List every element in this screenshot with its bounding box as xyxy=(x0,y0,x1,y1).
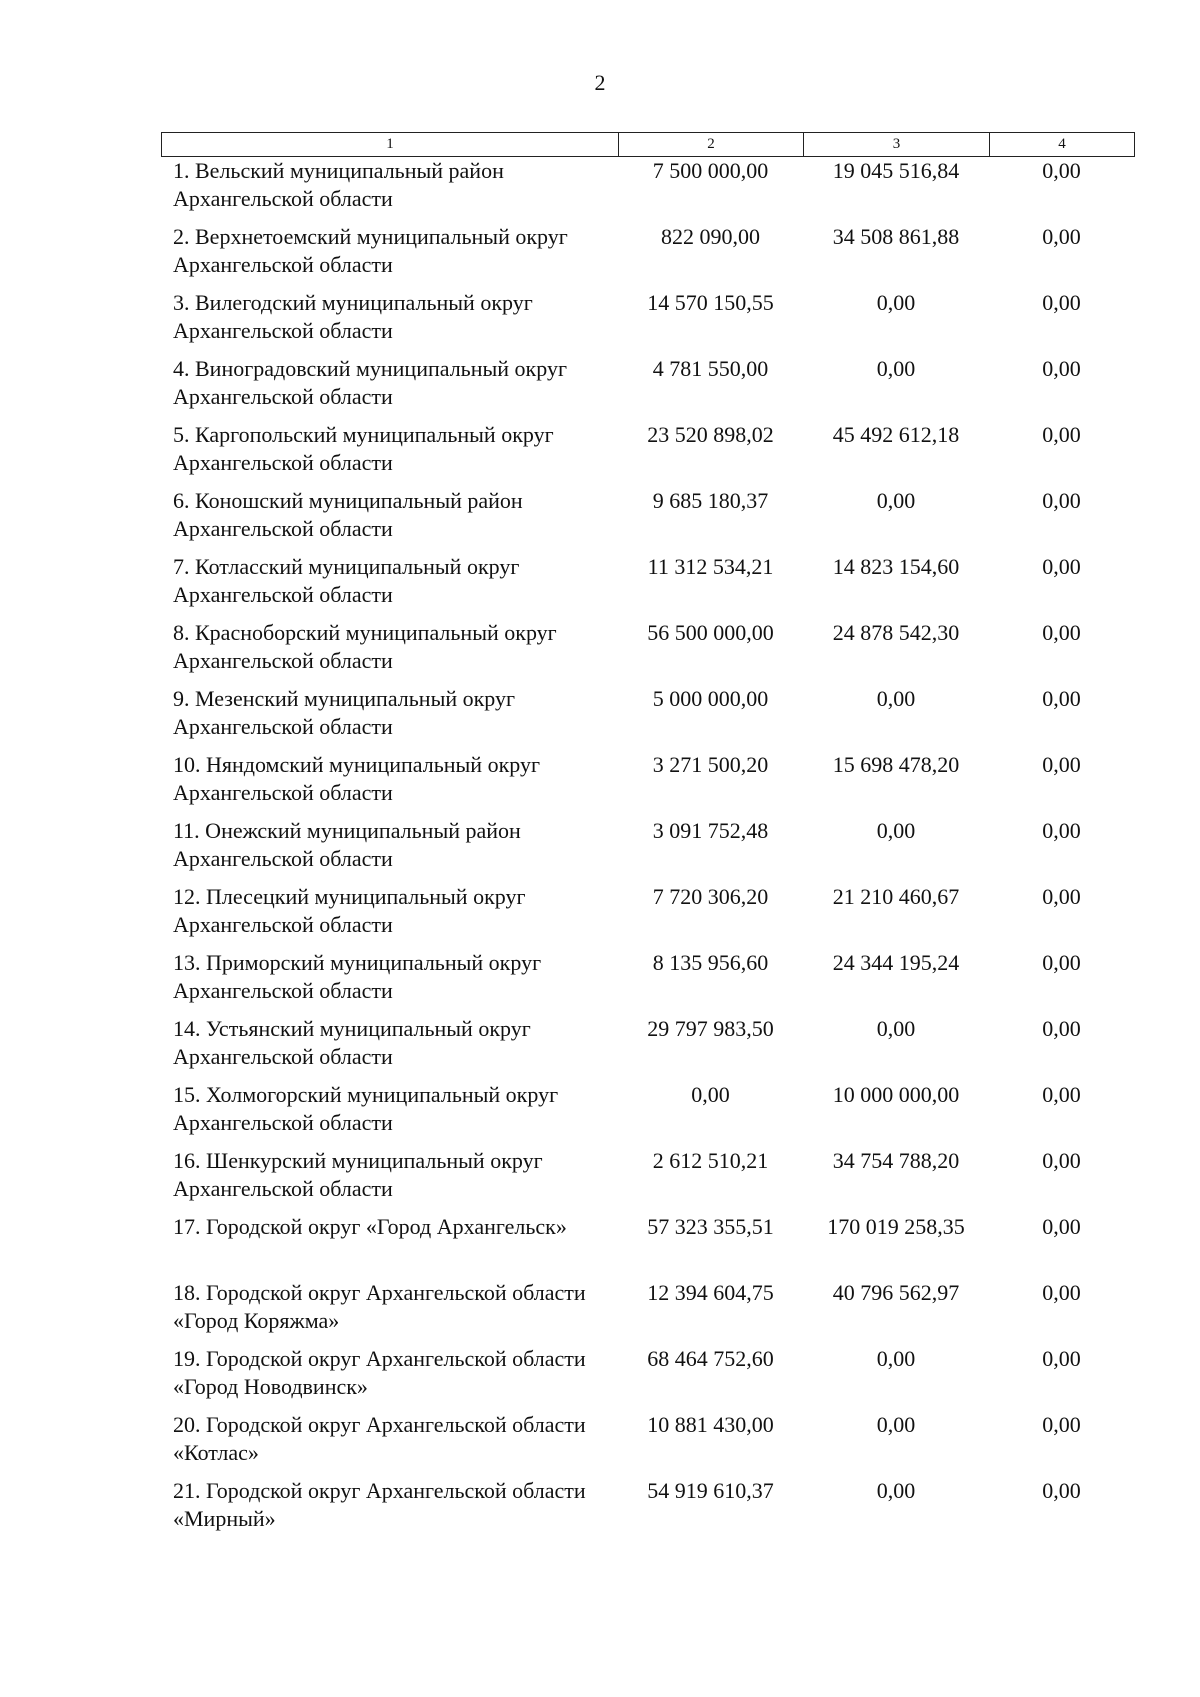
municipality-name-cell: 10. Няндомский муниципальный округ Архангельской области xyxy=(173,752,540,805)
municipality-name-cell: 1. Вельский муниципальный район Архангельской области xyxy=(173,158,504,211)
municipality-name-cell: 15. Холмогорский муниципальный округ Архангельской области xyxy=(173,1082,559,1135)
table-row xyxy=(161,619,1134,685)
value-col4-cell: 0,00 xyxy=(1042,158,1081,183)
value-col2-cell: 3 271 500,20 xyxy=(652,752,769,777)
table-row xyxy=(161,421,1134,487)
value-col2-cell: 10 881 430,00 xyxy=(647,1412,774,1437)
municipality-name-cell: 5. Каргопольский муниципальный округ Архангельской области xyxy=(173,422,554,475)
value-col3-cell: 40 796 562,97 xyxy=(832,1280,960,1305)
value-col4-cell: 0,00 xyxy=(1042,818,1081,843)
value-col4-cell: 0,00 xyxy=(1042,224,1081,249)
column-header-4: 4 xyxy=(990,133,1135,157)
value-col3-cell: 0,00 xyxy=(876,686,916,711)
value-col3-cell: 15 698 478,20 xyxy=(832,752,960,777)
municipality-name-cell: 9. Мезенский муниципальный округ Архангельской области xyxy=(173,686,516,739)
value-col4-cell: 0,00 xyxy=(1042,884,1081,909)
value-col2-cell: 29 797 983,50 xyxy=(647,1016,774,1041)
value-col3-cell: 0,00 xyxy=(876,1346,916,1371)
table-row xyxy=(161,1015,1134,1081)
value-col3-cell: 24 878 542,30 xyxy=(832,620,960,645)
table-row xyxy=(161,685,1134,751)
municipality-name-cell: 4. Виноградовский муниципальный округ Архангельской области xyxy=(173,356,567,409)
value-col3-cell: 19 045 516,84 xyxy=(832,158,960,183)
value-col2-cell: 23 520 898,02 xyxy=(647,422,774,447)
value-col4-cell: 0,00 xyxy=(1042,290,1081,315)
value-col3-cell: 34 754 788,20 xyxy=(832,1148,960,1173)
page-number: 2 xyxy=(594,70,606,95)
value-col4-cell: 0,00 xyxy=(1042,686,1081,711)
table-row xyxy=(161,1477,1134,1543)
value-col3-cell: 45 492 612,18 xyxy=(832,422,960,447)
table-row xyxy=(161,883,1134,949)
value-col2-cell: 68 464 752,60 xyxy=(647,1346,774,1371)
value-col4-cell: 0,00 xyxy=(1042,620,1081,645)
table-row xyxy=(161,1147,1134,1213)
municipality-name-cell: 18. Городской округ Архангельской области «Город Коряжма» xyxy=(173,1280,586,1333)
table-row xyxy=(161,751,1134,817)
table-row xyxy=(161,1411,1134,1477)
column-header-2: 2 xyxy=(619,133,804,157)
value-col4-cell: 0,00 xyxy=(1042,1082,1081,1107)
table-row xyxy=(161,289,1134,355)
value-col4-cell: 0,00 xyxy=(1042,950,1081,975)
value-col2-cell: 7 500 000,00 xyxy=(652,158,769,183)
value-col2-cell: 9 685 180,37 xyxy=(652,488,769,513)
municipality-name-cell: 16. Шенкурский муниципальный округ Архангельской области xyxy=(173,1148,543,1201)
municipality-name-cell: 13. Приморский муниципальный округ Архангельской области xyxy=(173,950,542,1003)
value-col2-cell: 56 500 000,00 xyxy=(647,620,774,645)
value-col3-cell: 0,00 xyxy=(876,1016,916,1041)
value-col3-cell: 24 344 195,24 xyxy=(832,950,960,975)
municipality-name-cell: 14. Устьянский муниципальный округ Архангельской области xyxy=(173,1016,531,1069)
municipality-name-cell: 12. Плесецкий муниципальный округ Архангельской области xyxy=(173,884,526,937)
column-header-1: 1 xyxy=(162,133,619,157)
municipality-name-cell: 21. Городской округ Архангельской области «Мирный» xyxy=(173,1478,586,1531)
value-col2-cell: 12 394 604,75 xyxy=(647,1280,774,1305)
value-col4-cell: 0,00 xyxy=(1042,1148,1081,1173)
column-header-table xyxy=(161,132,1135,157)
value-col3-cell: 0,00 xyxy=(876,1412,916,1437)
value-col4-cell: 0,00 xyxy=(1042,422,1081,447)
table-row xyxy=(161,1345,1134,1411)
value-col3-cell: 21 210 460,67 xyxy=(832,884,960,909)
municipality-name-cell: 8. Красноборский муниципальный округ Архангельской области xyxy=(173,620,557,673)
municipality-name-cell: 19. Городской округ Архангельской области «Город Новодвинск» xyxy=(173,1346,586,1399)
municipality-name-cell: 7. Котласский муниципальный округ Архангельской области xyxy=(173,554,520,607)
data-table xyxy=(161,157,1134,1543)
value-col4-cell: 0,00 xyxy=(1042,488,1081,513)
column-header-3: 3 xyxy=(804,133,990,157)
value-col2-cell: 14 570 150,55 xyxy=(647,290,774,315)
value-col3-cell: 170 019 258,35 xyxy=(827,1214,965,1239)
column-header-row xyxy=(162,133,1135,157)
table-row xyxy=(161,1081,1134,1147)
value-col2-cell: 8 135 956,60 xyxy=(652,950,769,975)
value-col2-cell: 57 323 355,51 xyxy=(647,1214,774,1239)
table-row xyxy=(161,157,1134,223)
table-row xyxy=(161,1279,1134,1345)
value-col3-cell: 0,00 xyxy=(876,290,916,315)
value-col2-cell: 54 919 610,37 xyxy=(647,1478,774,1503)
value-col4-cell: 0,00 xyxy=(1042,752,1081,777)
value-col4-cell: 0,00 xyxy=(1042,1016,1081,1041)
table-row xyxy=(161,949,1134,1015)
table-row xyxy=(161,1213,1134,1279)
value-col3-cell: 0,00 xyxy=(876,356,916,381)
value-col2-cell: 7 720 306,20 xyxy=(652,884,769,909)
municipality-name-cell: 6. Коношский муниципальный район Архангельской области xyxy=(173,488,523,541)
value-col3-cell: 34 508 861,88 xyxy=(832,224,960,249)
value-col2-cell: 11 312 534,21 xyxy=(647,554,774,579)
value-col2-cell: 822 090,00 xyxy=(661,224,760,249)
value-col2-cell: 5 000 000,00 xyxy=(652,686,769,711)
value-col3-cell: 0,00 xyxy=(876,818,916,843)
value-col2-cell: 3 091 752,48 xyxy=(652,818,769,843)
table-row xyxy=(161,487,1134,553)
value-col3-cell: 0,00 xyxy=(876,488,916,513)
table-row xyxy=(161,223,1134,289)
table-row xyxy=(161,817,1134,883)
value-col3-cell: 0,00 xyxy=(876,1478,916,1503)
municipality-name-cell: 17. Городской округ «Город Архангельск» xyxy=(173,1214,567,1239)
table-row xyxy=(161,355,1134,421)
data-table-body xyxy=(161,157,1134,1543)
table-row xyxy=(161,553,1134,619)
value-col2-cell: 0,00 xyxy=(691,1082,730,1107)
value-col3-cell: 10 000 000,00 xyxy=(832,1082,960,1107)
value-col4-cell: 0,00 xyxy=(1042,1214,1081,1239)
value-col2-cell: 2 612 510,21 xyxy=(652,1148,769,1173)
municipality-name-cell: 2. Верхнетоемский муниципальный округ Архангельской области xyxy=(173,224,568,277)
value-col4-cell: 0,00 xyxy=(1042,1412,1081,1437)
value-col4-cell: 0,00 xyxy=(1042,1478,1081,1503)
value-col2-cell: 4 781 550,00 xyxy=(652,356,769,381)
value-col4-cell: 0,00 xyxy=(1042,554,1081,579)
value-col3-cell: 14 823 154,60 xyxy=(832,554,960,579)
municipality-name-cell: 11. Онежский муниципальный район Архангельской области xyxy=(173,818,521,871)
municipality-name-cell: 3. Вилегодский муниципальный округ Архангельской области xyxy=(173,290,533,343)
value-col4-cell: 0,00 xyxy=(1042,356,1081,381)
value-col4-cell: 0,00 xyxy=(1042,1346,1081,1371)
municipality-name-cell: 20. Городской округ Архангельской области «Котлас» xyxy=(173,1412,586,1465)
value-col4-cell: 0,00 xyxy=(1042,1280,1081,1305)
